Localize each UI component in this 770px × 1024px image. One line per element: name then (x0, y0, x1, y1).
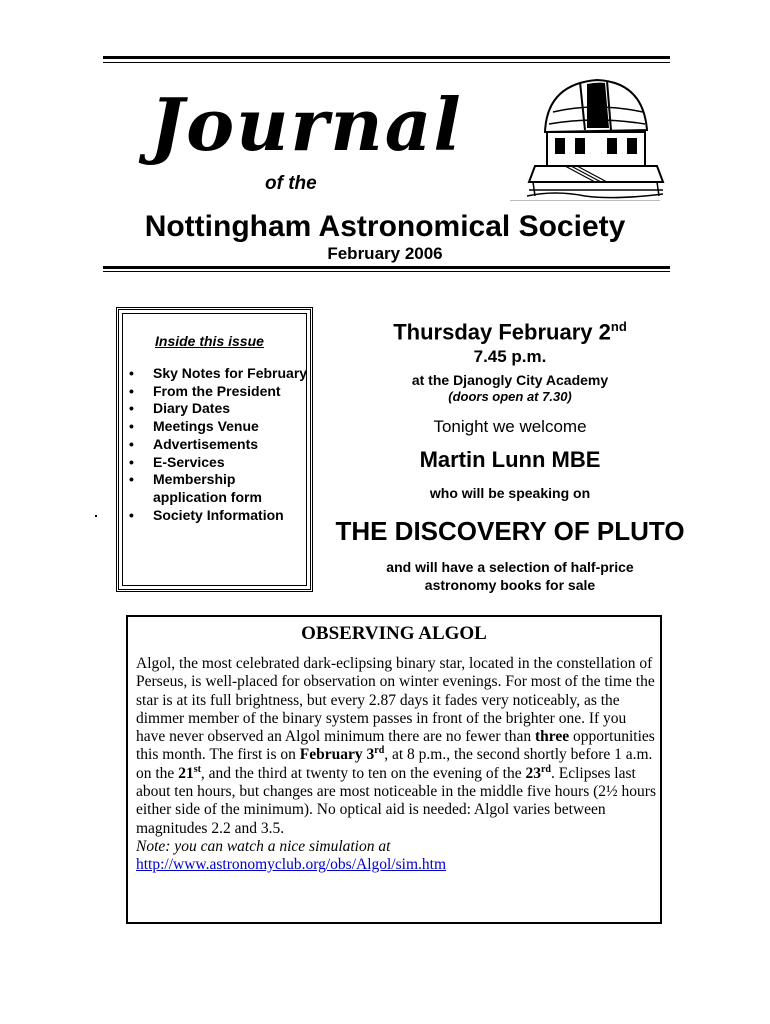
date-main: 23 (525, 764, 541, 782)
meeting-date-main: Thursday February 2 (393, 319, 611, 345)
meeting-venue: at the Djanogly City Academy (411, 372, 609, 389)
meeting-date (320, 312, 700, 347)
meeting-announcement (320, 312, 700, 594)
list-item: • Sky Notes for February (127, 365, 312, 383)
algol-note: Note: you can watch a nice simulation at (136, 837, 391, 855)
books-note: and will have a selection of half-price astronomy books for sale (386, 559, 634, 594)
algol-date-23 (525, 765, 551, 782)
speaking-on-text: who will be speaking on (429, 485, 591, 502)
meeting-time: 7.45 p.m. (473, 347, 547, 367)
list-item: • Meetings Venue (127, 418, 312, 436)
meeting-date-suffix: nd (610, 319, 627, 334)
algol-article (136, 655, 658, 875)
algol-bold-three: three (534, 728, 570, 746)
speaker-name: Martin Lunn MBE (419, 447, 601, 473)
inside-this-issue-list (127, 365, 312, 524)
masthead-bottom-rule (103, 266, 670, 269)
observatory-dome-icon (525, 72, 665, 200)
algol-text: , and the third at twenty to ten on the evening of the (200, 764, 526, 782)
algol-date-feb3 (300, 746, 384, 763)
inside-this-issue-heading: Inside this issue (155, 333, 264, 349)
list-item: • E-Services (127, 454, 312, 472)
list-item: • Advertisements (127, 436, 312, 454)
welcome-text: Tonight we welcome (433, 417, 587, 437)
issue-date: February 2006 (327, 244, 443, 263)
top-rule-thin (103, 62, 670, 63)
list-item: • Society Information (127, 507, 312, 525)
list-item: • Diary Dates (127, 400, 312, 418)
date-main: February 3 (299, 746, 375, 764)
masthead-bottom-rule-thin (103, 271, 670, 272)
algol-title: OBSERVING ALGOL (301, 623, 487, 644)
society-name: Nottingham Astronomical Society (144, 210, 626, 243)
list-item: • Membership application form (127, 471, 312, 506)
logo-underline (510, 200, 660, 201)
algol-text: , at 8 p.m., the second shortly before 1 a.m. on the (136, 746, 653, 782)
algol-simulation-link[interactable]: http://www.astronomyclub.org/obs/Algol/sim.htm (136, 856, 446, 874)
top-rule (103, 56, 670, 59)
algol-text: opportunities this month. The first is on (136, 728, 655, 764)
algol-text: . Eclipses last about ten hours, but changes are most noticeable in the middle five hours (2½ hours either side of the minimum). No optical aid is needed: Algol varies between magnitudes 2.2 and 3.5. (136, 764, 656, 837)
of-the-subtitle: of the (265, 173, 317, 194)
date-suffix: st (193, 763, 201, 775)
doors-open-time: (doors open at 7.30) (448, 389, 572, 405)
list-item: • From the President (127, 383, 312, 401)
date-main: 21 (178, 764, 194, 782)
talk-title: THE DISCOVERY OF PLUTO (335, 516, 685, 547)
algol-date-21 (178, 765, 201, 782)
stray-mark (95, 515, 97, 517)
date-suffix: rd (540, 763, 551, 775)
date-suffix: rd (374, 745, 385, 757)
journal-title: Journal (150, 82, 463, 167)
algol-text: Algol, the most celebrated dark-eclipsing binary star, located in the constellation of Perseus, is well-placed for observation on winter evenings. For most of the time the star is at its full brightness, but every 2.87 days it fades very noticeably, as the dimmer member of the binary system passes in front of the brighter one. If you have never observed an Algol minimum there are no fewer than (136, 655, 655, 746)
